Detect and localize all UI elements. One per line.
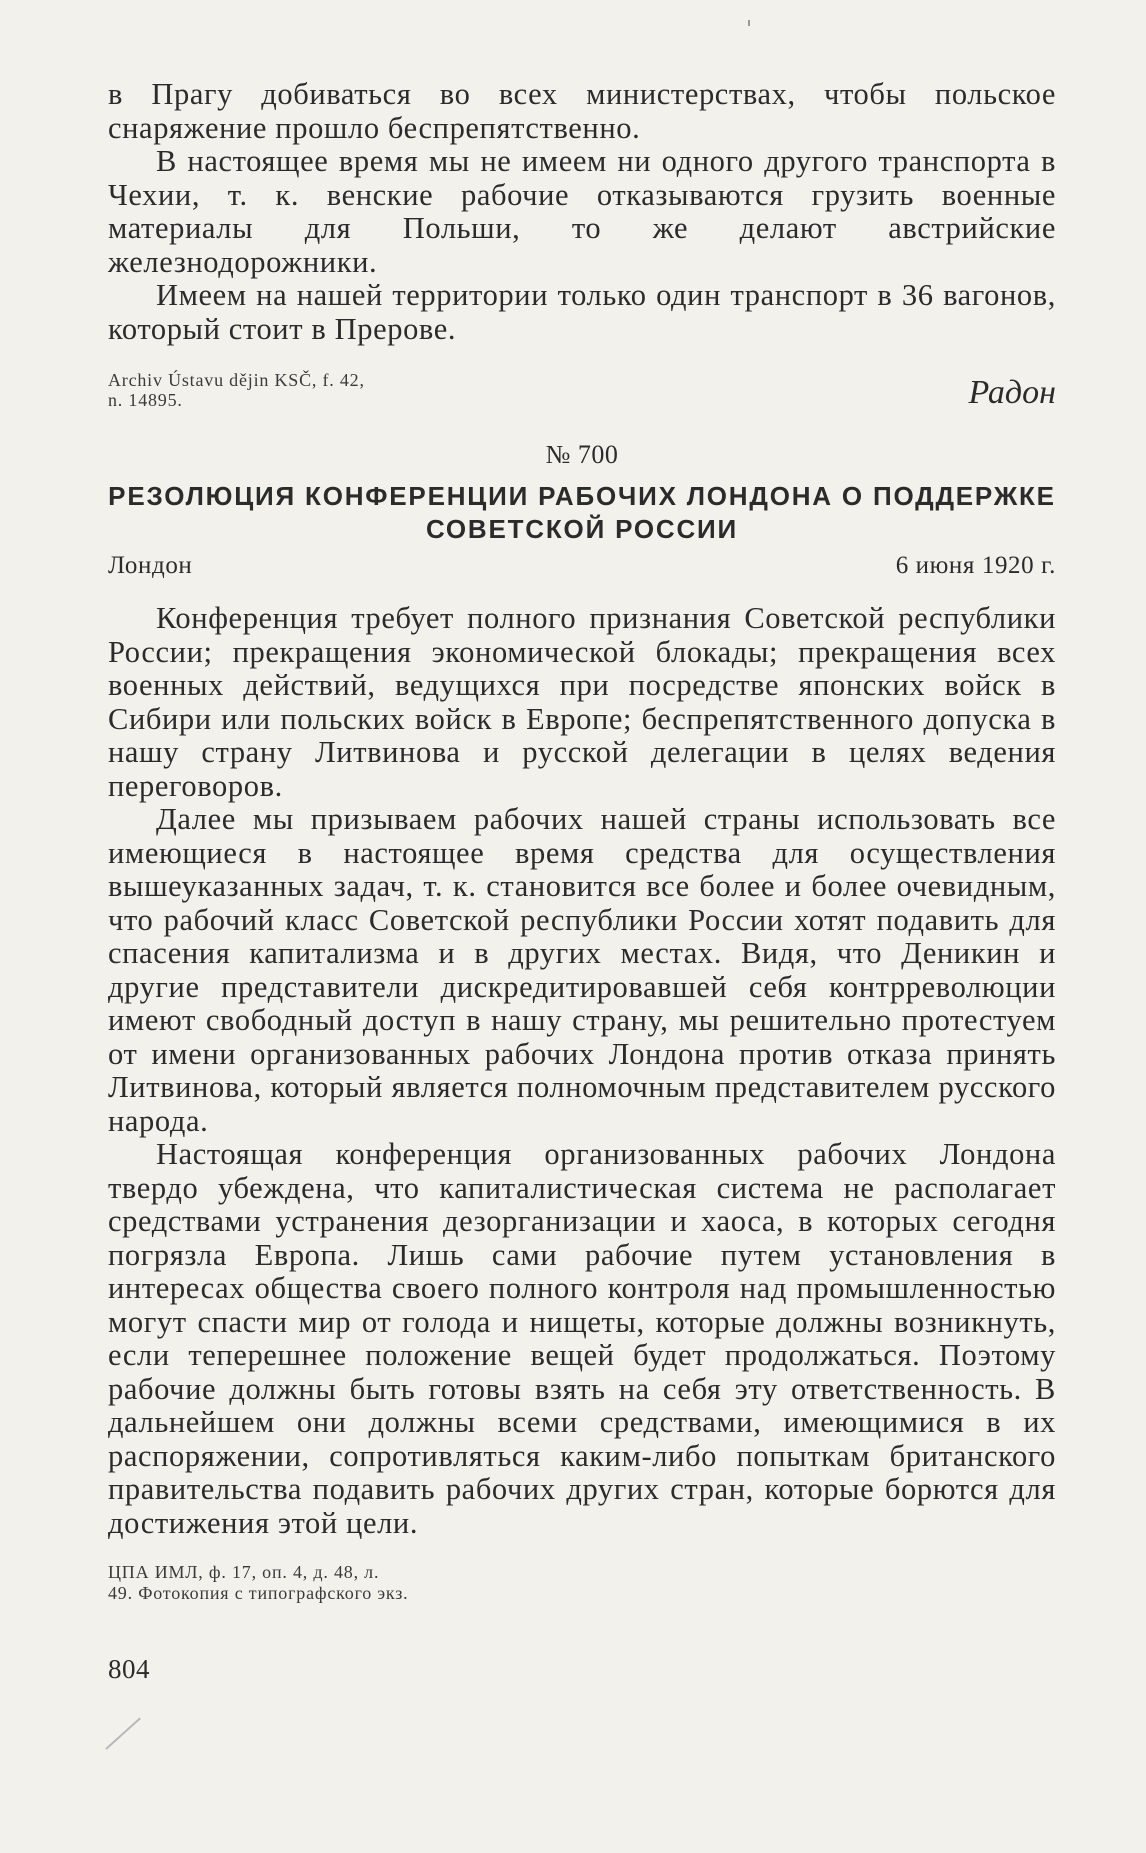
document-date: 6 июня 1920 г. (895, 552, 1056, 579)
paragraph: Далее мы призываем рабочих нашей страны использовать все имеющиеся в настоящее время средства для осуществления вышеуказанных задач, т. к. становится все более и более очевидным, что рабочий класс Советской республики России хотят подавить для спасения капитализма и в других местах. Видя, что Деникин и другие представители дискредитировавшей себя контрреволюции имеют свободный доступ в нашу страну, мы решительно протестуем от имени организованных рабочих Лондона против отказа принять Литвинова, который является полномочным представителем русского народа. (108, 802, 1056, 1138)
source-row (108, 370, 1056, 412)
footnote-line: 49. Фотокопия с типографского экз. (108, 1583, 409, 1603)
signature: Радон (968, 374, 1056, 411)
footnote (108, 1562, 1056, 1604)
archive-source-line: n. 14895. (108, 390, 183, 410)
paragraph: в Прагу добиваться во всех министерствах, чтобы польское снаряжение прошло беспрепятственно. (108, 77, 1056, 145)
footnote-line: ЦПА ИМЛ, ф. 17, оп. 4, д. 48, л. (108, 1562, 380, 1582)
page-content (108, 78, 1056, 1685)
paragraph: В настоящее время мы не имеем ни одного другого транспорта в Чехии, т. к. венские рабочие отказываются грузить военные материалы для Польши, то же делают австрийские железнодорожники. (108, 144, 1056, 279)
archive-source (108, 370, 365, 410)
paragraph: Конференция требует полного признания Советской республики России; прекращения экономической блокады; прекращения всех военных действий, ведущихся при посредстве японских войск в Сибири или польских войск в Европе; беспрепятственного допуска в нашу страну Литвинова и русской делегации в целях ведения переговоров. (108, 601, 1056, 803)
document-title: РЕЗОЛЮЦИЯ КОНФЕРЕНЦИИ РАБОЧИХ ЛОНДОНА О ПОДДЕРЖКЕ СОВЕТСКОЙ РОССИИ (108, 481, 1056, 544)
paragraph: Настоящая конференция организованных рабочих Лондона твердо убеждена, что капиталистическая система не располагает средствами устранения дезорганизации и хаоса, в которых сегодня погрязла Европа. Лишь сами рабочие путем установления в интересах общества своего полного контроля над промышленностью могут спасти мир от голода и нищеты, которые должны возникнуть, если теперешнее положение вещей будет продолжаться. Поэтому рабочие должны быть готовы взять на себя эту ответственность. В дальнейшем они должны всеми средствами, имеющимися в их распоряжении, сопротивляться каким-либо попыткам британского правительства подавить рабочих других стран, которые борются для достижения этой цели. (108, 1137, 1056, 1540)
document-body (108, 602, 1056, 1540)
archive-source-line: Archiv Ústavu dějin KSČ, f. 42, (108, 370, 365, 390)
document-place: Лондон (108, 552, 193, 579)
scan-mark (748, 20, 750, 26)
page-number: 804 (108, 1654, 150, 1684)
paragraph: Имеем на нашей территории только один транспорт в 36 вагонов, который стоит в Прерове. (108, 278, 1056, 346)
document-number: № 700 (545, 440, 619, 469)
place-date-row (108, 552, 1056, 580)
scan-mark (105, 1717, 141, 1749)
